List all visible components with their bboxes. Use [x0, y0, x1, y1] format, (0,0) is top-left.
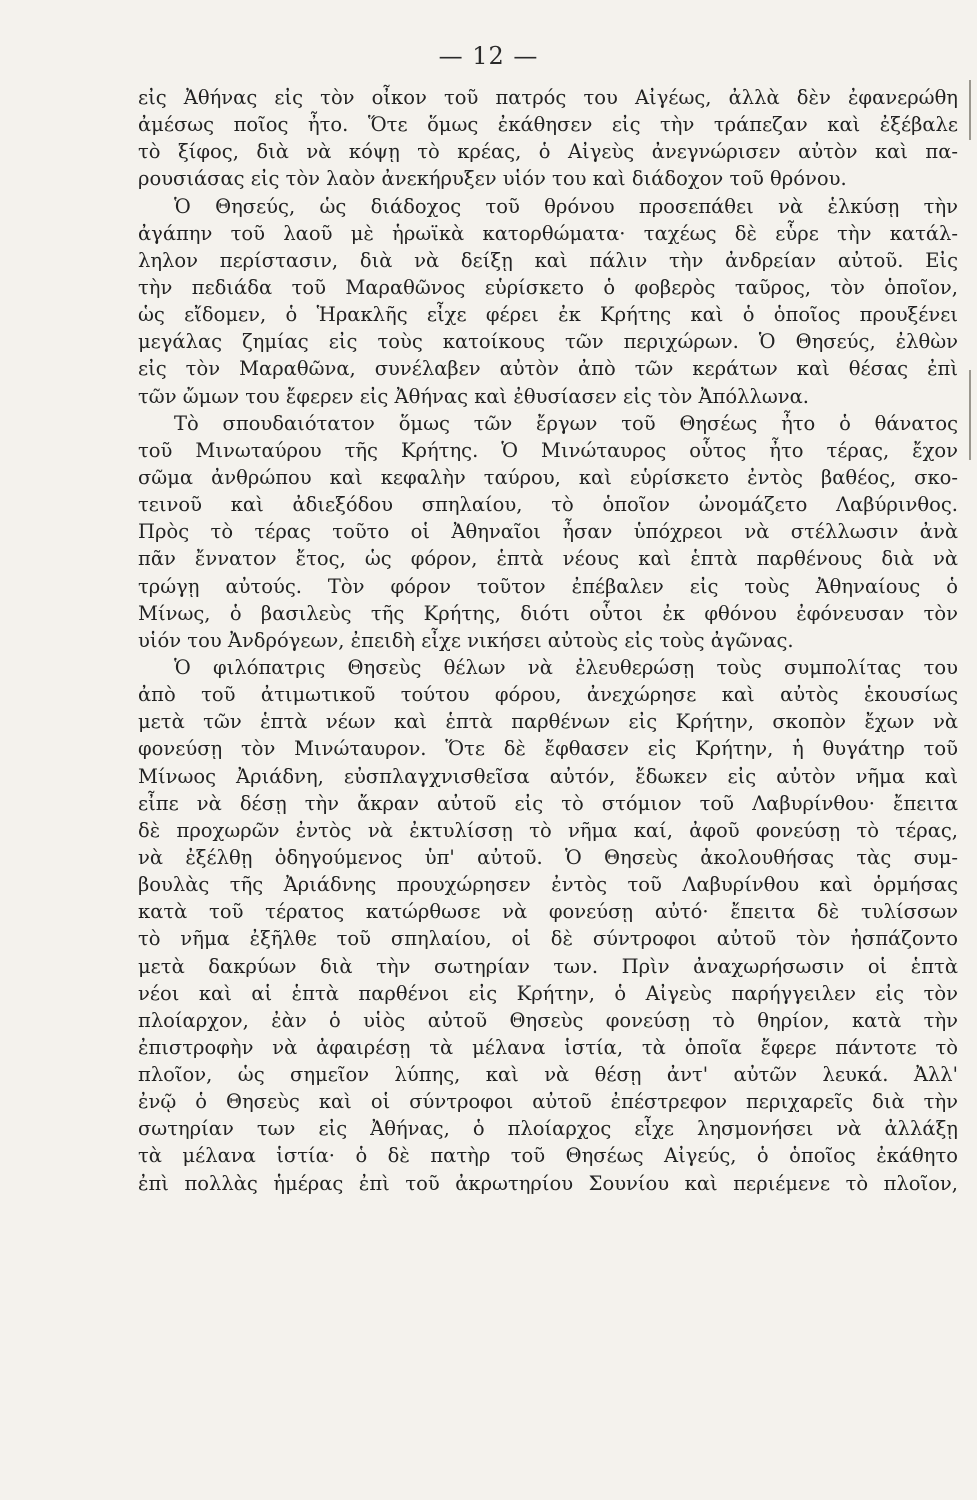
- text-line: μετὰ δακρύων διὰ τὴν σωτηρίαν των. Πρὶν ἀναχωρήσωσιν οἱ ἑπτὰ: [138, 954, 958, 978]
- text-line: ἀμέσως ποῖος ἦτο. Ὅτε ὅμως ἐκάθησεν εἰς τὴν τράπεζαν καὶ ἐξέβαλε: [138, 113, 958, 137]
- text-line: πᾶν ἔννατον ἔτος, ὡς φόρον, ἑπτὰ νέους καὶ ἑπτὰ παρθένους διὰ νὰ: [138, 547, 958, 571]
- text-line: ἐνῷ ὁ Θησεὺς καὶ οἱ σύντροφοι αὐτοῦ ἐπέστρεφον περιχαρεῖς διὰ τὴν: [138, 1090, 958, 1114]
- text-line: τὴν πεδιάδα τοῦ Μαραθῶνος εὑρίσκετο ὁ φοβερὸς ταῦρος, τὸν ὁποῖον,: [138, 275, 958, 299]
- text-line: νὰ ἐξέλθῃ ὁδηγούμενος ὑπ' αὐτοῦ. Ὁ Θησεὺς ἀκολουθήσας τὰς συμ-: [138, 845, 958, 869]
- text-line: τὰ μέλανα ἱστία· ὁ δὲ πατὴρ τοῦ Θησέως Αἰγεύς, ὁ ὁποῖος ἐκάθητο: [138, 1144, 958, 1168]
- body-text: [138, 84, 958, 1197]
- text-line: Μίνωος Ἀριάδνη, εὐσπλαγχνισθεῖσα αὐτόν, ἔδωκεν εἰς αὐτὸν νῆμα καὶ: [138, 764, 958, 788]
- text-line: υἱόν του Ἀνδρόγεων, ἐπειδὴ εἶχε νικήσει αὐτοὺς εἰς τοὺς ἀγῶνας.: [138, 628, 794, 652]
- text-line: δὲ προχωρῶν ἐντὸς νὰ ἐκτυλίσσῃ τὸ νῆμα καί, ἀφοῦ φονεύσῃ τὸ τέρας,: [138, 818, 958, 842]
- text-line: ἐπιστροφὴν νὰ ἀφαιρέσῃ τὰ μέλανα ἱστία, τὰ ὁποῖα ἔφερε πάντοτε τὸ: [138, 1035, 958, 1059]
- text-line: τρώγῃ αὐτούς. Τὸν φόρον τοῦτον ἐπέβαλεν εἰς τοὺς Ἀθηναίους ὁ: [138, 574, 958, 598]
- text-line: τεινοῦ καὶ ἀδιεξόδου σπηλαίου, τὸ ὁποῖον ὠνομάζετο Λαβύρινθος.: [138, 493, 958, 517]
- text-line: τὸ ξίφος, διὰ νὰ κόψῃ τὸ κρέας, ὁ Αἰγεὺς ἀνεγνώρισεν αὐτὸν καὶ πα-: [138, 140, 958, 164]
- text-line: τοῦ Μινωταύρου τῆς Κρήτης. Ὁ Μινώταυρος οὗτος ἦτο τέρας, ἔχον: [138, 438, 958, 462]
- text-line: ὡς εἴδομεν, ὁ Ἡρακλῆς εἶχε φέρει ἐκ Κρήτης καὶ ὁ ὁποῖος προυξένει: [138, 303, 958, 327]
- text-line: εἶπε νὰ δέσῃ τὴν ἄκραν αὐτοῦ εἰς τὸ στόμιον τοῦ Λαβυρίνθου· ἔπειτα: [138, 791, 958, 815]
- text-line: σωτηρίαν των εἰς Ἀθήνας, ὁ πλοίαρχος εἶχε λησμονήσει νὰ ἀλλάξῃ: [138, 1117, 958, 1141]
- text-line: Ὁ Θησεύς, ὡς διάδοχος τοῦ θρόνου προσεπάθει νὰ ἑλκύσῃ τὴν: [174, 194, 958, 218]
- text-line: Πρὸς τὸ τέρας τοῦτο οἱ Ἀθηναῖοι ἦσαν ὑπόχρεοι νὰ στέλλωσιν ἀνὰ: [138, 520, 958, 544]
- text-line: εἰς Ἀθήνας εἰς τὸν οἶκον τοῦ πατρός του Αἰγέως, ἀλλὰ δὲν ἐφανερώθη: [138, 86, 958, 109]
- text-line: μετὰ τῶν ἑπτὰ νέων καὶ ἑπτὰ παρθένων εἰς Κρήτην, σκοπὸν ἔχων νὰ: [138, 710, 958, 734]
- text-line: ρουσιάσας εἰς τὸν λαὸν ἀνεκήρυξεν υἱόν του καὶ διάδοχον τοῦ θρόνου.: [138, 167, 847, 191]
- text-line: Μίνως, ὁ βασιλεὺς τῆς Κρήτης, διότι οὗτοι ἐκ φθόνου ἐφόνευσαν τὸν: [138, 601, 958, 625]
- text-line: τὸ νῆμα ἐξῆλθε τοῦ σπηλαίου, οἱ δὲ σύντροφοι αὐτοῦ τὸν ἠσπάζοντο: [138, 927, 958, 951]
- scan-edge-mark: [969, 80, 971, 140]
- text-line: πλοίαρχον, ἐὰν ὁ υἱὸς αὐτοῦ Θησεὺς φονεύσῃ τὸ θηρίον, κατὰ τὴν: [138, 1008, 958, 1032]
- text-line: Τὸ σπουδαιότατον ὅμως τῶν ἔργων τοῦ Θησέως ἦτο ὁ θάνατος: [174, 411, 958, 435]
- text-line: ἀγάπην τοῦ λαοῦ μὲ ἡρωϊκὰ κατορθώματα· ταχέως δὲ εὗρε τὴν κατάλ-: [138, 221, 958, 245]
- text-line: νέοι καὶ αἱ ἑπτὰ παρθένοι εἰς Κρήτην, ὁ Αἰγεὺς παρήγγειλεν εἰς τὸν: [138, 981, 958, 1005]
- page-number: — 12 —: [438, 42, 539, 70]
- text-line: φονεύσῃ τὸν Μινώταυρον. Ὅτε δὲ ἔφθασεν εἰς Κρήτην, ἡ θυγάτηρ τοῦ: [138, 737, 958, 761]
- text-line: ἀπὸ τοῦ ἀτιμωτικοῦ τούτου φόρου, ἀνεχώρησε καὶ αὐτὸς ἑκουσίως: [138, 683, 958, 707]
- text-line: Ὁ φιλόπατρις Θησεὺς θέλων νὰ ἐλευθερώσῃ τοὺς συμπολίτας του: [174, 655, 958, 679]
- text-line: τῶν ὤμων του ἔφερεν εἰς Ἀθήνας καὶ ἐθυσίασεν εἰς τὸν Ἀπόλλωνα.: [138, 384, 809, 408]
- text-line: εἰς τὸν Μαραθῶνα, συνέλαβεν αὐτὸν ἀπὸ τῶν κεράτων καὶ θέσας ἐπὶ: [138, 357, 958, 381]
- text-line: ἐπὶ πολλὰς ἡμέρας ἐπὶ τοῦ ἀκρωτηρίου Σουνίου καὶ περιέμενε τὸ πλοῖον,: [138, 1171, 958, 1195]
- scan-edge-mark: [969, 370, 971, 460]
- text-line: σῶμα ἀνθρώπου καὶ κεφαλὴν ταύρου, καὶ εὑρίσκετο ἐντὸς βαθέος, σκο-: [138, 465, 958, 489]
- text-line: βουλὰς τῆς Ἀριάδνης προυχώρησεν ἐντὸς τοῦ Λαβυρίνθου καὶ ὁρμήσας: [138, 873, 958, 897]
- text-line: κατὰ τοῦ τέρατος κατώρθωσε νὰ φονεύσῃ αὐτό· ἔπειτα δὲ τυλίσσων: [138, 900, 958, 924]
- text-line: ληλον περίστασιν, διὰ νὰ δείξῃ καὶ πάλιν τὴν ἀνδρείαν αὐτοῦ. Εἰς: [138, 248, 958, 272]
- text-line: μεγάλας ζημίας εἰς τοὺς κατοίκους τῶν περιχώρων. Ὁ Θησεύς, ἐλθὼν: [138, 330, 958, 354]
- text-line: πλοῖον, ὡς σημεῖον λύπης, καὶ νὰ θέσῃ ἀντ' αὐτῶν λευκά. Ἀλλ': [138, 1063, 958, 1087]
